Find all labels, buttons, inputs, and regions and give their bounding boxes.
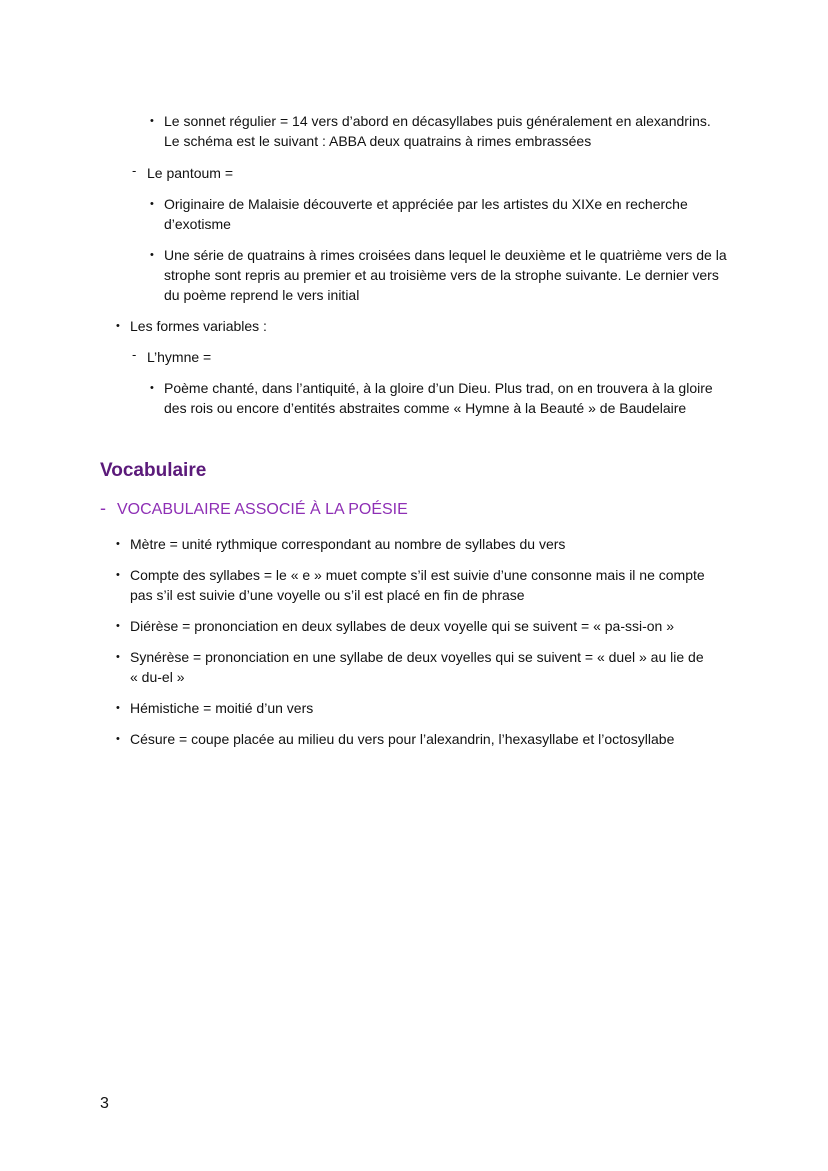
bullet-marker: •	[116, 320, 120, 332]
vocab-text-line-1: Hémistiche = moitié d’un vers	[130, 700, 314, 716]
list-item-pantoum-series	[150, 245, 727, 305]
hymn-text-line-2: des rois ou encore d’entités abstraites comme « Hymne à la Beauté » de Baudelaire	[164, 400, 687, 416]
bullet-marker: •	[150, 198, 154, 210]
pantoum-series-line-2: strophe sont repris au premier et au troisième vers de la strophe suivante. Le dernier vers	[164, 267, 719, 283]
dash-marker: -	[132, 163, 137, 178]
vocab-item-metre	[116, 534, 566, 554]
bullet-marker: •	[116, 702, 120, 714]
bullet-marker: •	[116, 651, 120, 663]
vocab-item-synerese	[116, 647, 704, 687]
hymn-label: L’hymne =	[147, 349, 212, 365]
bullet-marker: •	[150, 382, 154, 394]
bullet-marker: •	[150, 115, 154, 127]
list-item-pantoum-origin	[150, 194, 688, 234]
list-item-pantoum	[132, 163, 234, 183]
pantoum-label: Le pantoum =	[147, 165, 234, 181]
bullet-marker: •	[150, 249, 154, 261]
vocab-text-line-1: Mètre = unité rythmique correspondant au nombre de syllabes du vers	[130, 536, 566, 552]
bullet-marker: •	[116, 569, 120, 581]
pantoum-origin-line-2: d’exotisme	[164, 216, 231, 232]
subsection-dash-marker: -	[100, 498, 106, 518]
vocab-item-hemistiche	[116, 698, 314, 718]
vocab-item-syllable-count	[116, 565, 705, 605]
hymn-text-line-1: Poème chanté, dans l’antiquité, à la gloire d’un Dieu. Plus trad, on en trouvera à la gloire	[164, 380, 713, 396]
vocab-text-line-1: Compte des syllabes = le « e » muet compte s’il est suivie d’une consonne mais il ne compte	[130, 567, 705, 583]
variable-forms-label: Les formes variables :	[130, 318, 267, 334]
list-item-sonnet	[150, 111, 711, 151]
vocab-item-dierese	[116, 616, 674, 636]
vocab-text-line-1: Césure = coupe placée au milieu du vers pour l’alexandrin, l’hexasyllabe et l’octosyllabe	[130, 731, 675, 747]
pantoum-origin-line-1: Originaire de Malaisie découverte et appréciée par les artistes du XIXe en recherche	[164, 196, 688, 212]
pantoum-series-line-1: Une série de quatrains à rimes croisées dans lequel le deuxième et le quatrième vers de la	[164, 247, 727, 263]
vocab-item-cesure	[116, 729, 675, 749]
subsection-heading	[100, 497, 408, 521]
dash-marker: -	[132, 347, 137, 362]
vocab-text-line-1: Diérèse = prononciation en deux syllabes de deux voyelle qui se suivent = « pa-ssi-on »	[130, 618, 674, 634]
bullet-marker: •	[116, 733, 120, 745]
vocab-text-line-2: pas s’il est suivie d’une voyelle ou s’il est placé en fin de phrase	[130, 587, 525, 603]
vocab-text-line-2: « du-el »	[130, 669, 185, 685]
list-item-variable-forms	[116, 316, 267, 336]
bullet-marker: •	[116, 538, 120, 550]
bullet-marker: •	[116, 620, 120, 632]
pantoum-series-line-3: du poème reprend le vers initial	[164, 287, 360, 303]
page-number: 3	[100, 1095, 109, 1112]
vocab-text-line-1: Synérèse = prononciation en une syllabe de deux voyelles qui se suivent = « duel » au lie de	[130, 649, 704, 665]
sonnet-text-line-1: Le sonnet régulier = 14 vers d’abord en décasyllabes puis généralement en alexandrins.	[164, 113, 711, 129]
subsection-title: VOCABULAIRE ASSOCIÉ À LA POÉSIE	[117, 501, 408, 518]
sonnet-text-line-2: Le schéma est le suivant : ABBA deux quatrains à rimes embrassées	[164, 133, 592, 149]
list-item-hymn-definition	[150, 378, 713, 418]
list-item-hymn	[132, 347, 212, 367]
section-title-vocabulary: Vocabulaire	[100, 460, 207, 481]
